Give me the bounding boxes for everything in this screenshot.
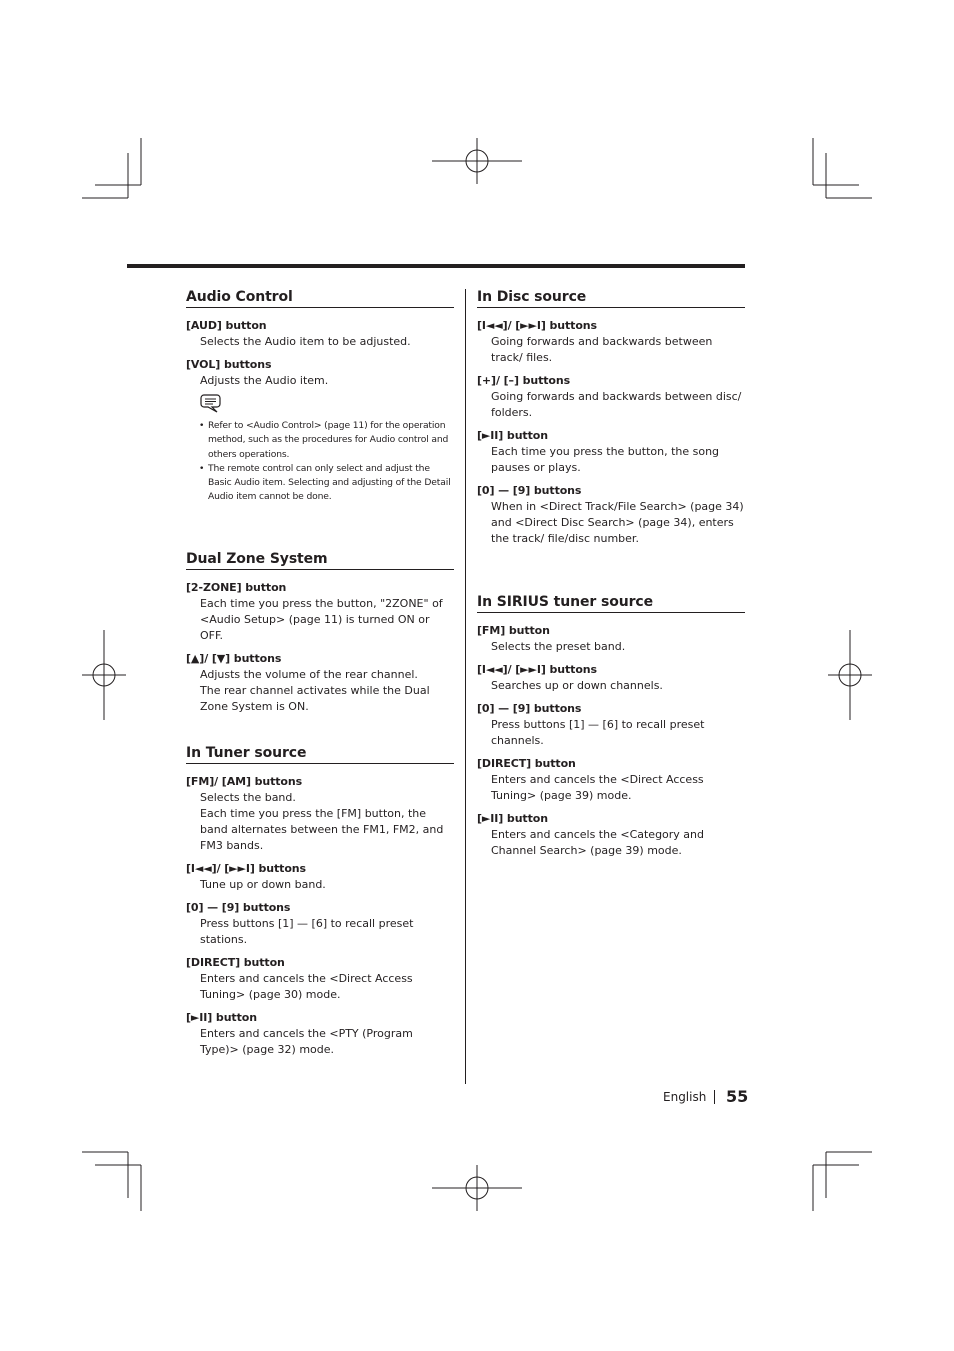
item-label: [+]/ [–] buttons bbox=[477, 374, 571, 387]
item-description: When in <Direct Track/File Search> (page 34) and <Direct Disc Search> (page 34), enters the track/ file/disc number. bbox=[491, 500, 744, 545]
item-description: Going forwards and backwards between track/ files. bbox=[491, 335, 713, 364]
item-plus-minus-buttons bbox=[477, 373, 745, 421]
section-title: Dual Zone System bbox=[186, 551, 454, 570]
section-audio-control bbox=[186, 289, 454, 505]
language-label: English bbox=[663, 1090, 707, 1104]
note-item: • Refer to <Audio Control> (page 11) for the operation method, such as the procedures for Audio control and others operations. bbox=[208, 419, 454, 462]
item-description: Adjusts the Audio item. bbox=[200, 374, 329, 387]
item-description: Each time you press the button, the song pauses or plays. bbox=[491, 445, 720, 474]
item-label: [►II] button bbox=[186, 1011, 257, 1024]
item-2zone-button bbox=[186, 580, 454, 644]
item-label: [I◄◄]/ [►►I] buttons bbox=[477, 663, 597, 676]
item-label: [AUD] button bbox=[186, 319, 267, 332]
item-description: Each time you press the [FM] button, the band alternates between the FM1, FM2, and FM3 bands. bbox=[200, 807, 444, 852]
section-tuner bbox=[186, 745, 454, 1065]
note-item: • The remote control can only select and adjust the Basic Audio item. Selecting and adjusting of the Detail Audio item cannot be done. bbox=[208, 462, 454, 505]
item-label: [DIRECT] button bbox=[186, 956, 285, 969]
page-footer bbox=[663, 1087, 749, 1109]
section-sirius bbox=[477, 594, 745, 866]
item-direct-button bbox=[186, 955, 454, 1003]
page-number: 55 bbox=[726, 1087, 749, 1106]
item-description: Each time you press the button, "2ZONE" of <Audio Setup> (page 11) is turned ON or OFF. bbox=[200, 597, 443, 642]
item-fm-am-buttons bbox=[186, 774, 454, 854]
item-description: Selects the band. bbox=[200, 791, 296, 804]
item-label: [0] — [9] buttons bbox=[477, 484, 582, 497]
section-title: In Tuner source bbox=[186, 745, 454, 764]
item-description: Press buttons [1] — [6] to recall preset channels. bbox=[491, 718, 705, 747]
column-divider bbox=[465, 289, 466, 1084]
item-fm-button bbox=[477, 623, 745, 655]
note-icon bbox=[200, 393, 222, 413]
section-title: In Disc source bbox=[477, 289, 745, 308]
item-vol-buttons bbox=[186, 357, 454, 389]
item-label: [▲]/ [▼] buttons bbox=[186, 652, 282, 665]
item-number-buttons bbox=[477, 483, 745, 547]
item-description: Enters and cancels the <PTY (Program Type)> (page 32) mode. bbox=[200, 1027, 413, 1056]
item-track-buttons bbox=[477, 318, 745, 366]
notes-list bbox=[186, 419, 454, 505]
item-label: [I◄◄]/ [►►I] buttons bbox=[186, 862, 306, 875]
item-label: [VOL] buttons bbox=[186, 358, 272, 371]
item-seek-buttons bbox=[186, 861, 454, 893]
item-number-buttons bbox=[186, 900, 454, 948]
item-description: Adjusts the volume of the rear channel. bbox=[200, 668, 418, 681]
item-label: [►II] button bbox=[477, 429, 548, 442]
item-play-pause-button bbox=[477, 428, 745, 476]
section-disc bbox=[477, 289, 745, 554]
item-label: [FM]/ [AM] buttons bbox=[186, 775, 303, 788]
item-play-pause-button bbox=[186, 1010, 454, 1058]
item-description: Enters and cancels the <Category and Channel Search> (page 39) mode. bbox=[491, 828, 705, 857]
header-rule bbox=[127, 264, 745, 268]
section-dual-zone bbox=[186, 551, 454, 722]
item-up-down-buttons bbox=[186, 651, 454, 715]
section-title: In SIRIUS tuner source bbox=[477, 594, 745, 613]
item-description: Selects the Audio item to be adjusted. bbox=[200, 335, 411, 348]
item-number-buttons bbox=[477, 701, 745, 749]
item-play-pause-button bbox=[477, 811, 745, 859]
item-label: [0] — [9] buttons bbox=[186, 901, 291, 914]
item-label: [0] — [9] buttons bbox=[477, 702, 582, 715]
item-label: [DIRECT] button bbox=[477, 757, 576, 770]
footer-separator bbox=[714, 1090, 715, 1104]
item-label: [I◄◄]/ [►►I] buttons bbox=[477, 319, 597, 332]
item-label: [FM] button bbox=[477, 624, 550, 637]
item-description: The rear channel activates while the Dual Zone System is ON. bbox=[200, 684, 430, 713]
item-description: Press buttons [1] — [6] to recall preset stations. bbox=[200, 917, 414, 946]
item-label: [►II] button bbox=[477, 812, 548, 825]
section-title: Audio Control bbox=[186, 289, 454, 308]
item-description: Selects the preset band. bbox=[491, 640, 626, 653]
item-description: Enters and cancels the <Direct Access Tuning> (page 39) mode. bbox=[491, 773, 704, 802]
item-description: Enters and cancels the <Direct Access Tuning> (page 30) mode. bbox=[200, 972, 413, 1001]
item-description: Going forwards and backwards between disc/ folders. bbox=[491, 390, 742, 419]
item-direct-button bbox=[477, 756, 745, 804]
item-label: [2-ZONE] button bbox=[186, 581, 287, 594]
item-aud-button bbox=[186, 318, 454, 350]
item-description: Searches up or down channels. bbox=[491, 679, 663, 692]
item-seek-buttons bbox=[477, 662, 745, 694]
item-description: Tune up or down band. bbox=[200, 878, 326, 891]
